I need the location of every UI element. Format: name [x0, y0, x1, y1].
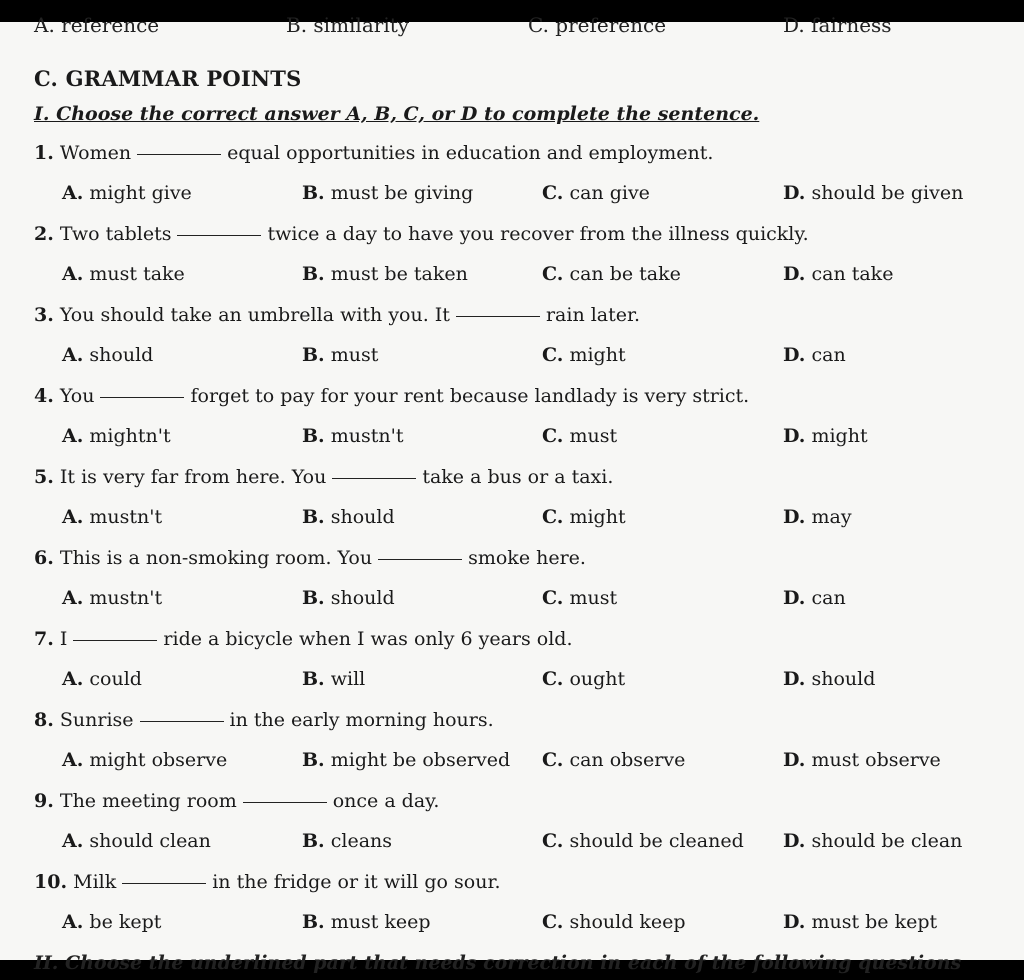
cutoff-option-d: D. fairness: [783, 13, 892, 37]
option-letter: D.: [783, 587, 806, 609]
question-6: [34, 547, 586, 569]
option-text: should be clean: [811, 830, 963, 852]
option-letter: C.: [542, 506, 564, 528]
option-letter: D.: [783, 263, 806, 285]
answer-blank: [100, 397, 184, 398]
question-3-option-a[interactable]: [62, 344, 153, 366]
option-text: might give: [89, 182, 192, 204]
answer-blank: [243, 802, 327, 803]
question-text-after: in the early morning hours.: [229, 709, 494, 731]
question-1-option-d[interactable]: [783, 182, 963, 204]
question-text-after: ride a bicycle when I was only 6 years old.: [163, 628, 573, 650]
option-letter: B.: [302, 749, 325, 771]
answer-blank: [332, 478, 416, 479]
question-3-option-d[interactable]: [783, 344, 846, 366]
question-5-option-c[interactable]: [542, 506, 626, 528]
question-number: 10.: [34, 871, 68, 893]
question-9-option-d[interactable]: [783, 830, 962, 852]
question-4-option-d[interactable]: [783, 425, 868, 447]
option-text: can be take: [569, 263, 681, 285]
option-text: ought: [569, 668, 626, 690]
option-letter: C.: [542, 344, 564, 366]
option-text: mustn't: [89, 587, 163, 609]
option-text: mustn't: [330, 425, 404, 447]
question-10-option-c[interactable]: [542, 911, 686, 933]
option-text: must take: [89, 263, 185, 285]
option-text: might: [811, 425, 868, 447]
question-6-option-d[interactable]: [783, 587, 846, 609]
option-text: can give: [569, 182, 650, 204]
question-1-option-c[interactable]: [542, 182, 650, 204]
option-text: may: [811, 506, 852, 528]
question-5-option-d[interactable]: [783, 506, 852, 528]
next-section-title: II. Choose the underlined part that needs correction in each of the following questions: [34, 952, 962, 974]
question-number: 4.: [34, 385, 54, 407]
worksheet-page: [0, 13, 1024, 974]
option-letter: B.: [302, 182, 325, 204]
option-letter: B.: [302, 344, 325, 366]
option-letter: C.: [542, 182, 564, 204]
question-text-after: smoke here.: [468, 547, 586, 569]
option-text: must be kept: [811, 911, 938, 933]
question-2-option-b[interactable]: [302, 263, 468, 285]
question-3-option-b[interactable]: [302, 344, 378, 366]
question-text-before: You: [59, 385, 95, 407]
option-letter: B.: [302, 668, 325, 690]
question-8: [34, 709, 494, 731]
question-text-before: Two tablets: [59, 223, 172, 245]
option-text: should: [330, 587, 395, 609]
option-text: might observe: [89, 749, 228, 771]
option-letter: A.: [62, 182, 84, 204]
answer-blank: [456, 316, 540, 317]
question-text-after: once a day.: [332, 790, 440, 812]
option-letter: D.: [783, 344, 806, 366]
option-text: should be given: [811, 182, 964, 204]
answer-blank: [378, 559, 462, 560]
question-2-option-d[interactable]: [783, 263, 893, 285]
option-text: might: [569, 344, 626, 366]
option-text: must: [330, 344, 379, 366]
option-letter: D.: [783, 182, 806, 204]
question-2-option-c[interactable]: [542, 263, 681, 285]
question-4-option-c[interactable]: [542, 425, 617, 447]
option-letter: B.: [302, 506, 325, 528]
question-3-option-c[interactable]: [542, 344, 626, 366]
question-1-option-a[interactable]: [62, 182, 192, 204]
option-letter: A.: [62, 911, 84, 933]
question-text-after: forget to pay for your rent because landlady is very strict.: [190, 385, 750, 407]
question-number: 1.: [34, 142, 54, 164]
option-letter: B.: [302, 911, 325, 933]
option-letter: A.: [62, 668, 84, 690]
question-text-after: take a bus or a taxi.: [422, 466, 614, 488]
option-letter: C.: [542, 263, 564, 285]
option-text: must be taken: [330, 263, 468, 285]
option-text: can observe: [569, 749, 686, 771]
answer-blank: [177, 235, 261, 236]
option-letter: A.: [62, 587, 84, 609]
option-text: can: [811, 587, 846, 609]
question-text-after: rain later.: [545, 304, 641, 326]
option-text: can take: [811, 263, 894, 285]
option-letter: D.: [783, 668, 806, 690]
option-letter: C.: [542, 911, 564, 933]
question-9-option-a[interactable]: [62, 830, 211, 852]
option-text: must: [569, 587, 618, 609]
question-7: [34, 628, 573, 650]
question-10: [34, 871, 501, 893]
option-letter: A.: [62, 263, 84, 285]
question-text-before: It is very far from here. You: [59, 466, 327, 488]
question-4: [34, 385, 749, 407]
option-letter: B.: [302, 830, 325, 852]
option-letter: C.: [542, 749, 564, 771]
option-text: must: [569, 425, 618, 447]
option-letter: A.: [62, 425, 84, 447]
question-8-option-b[interactable]: [302, 749, 510, 771]
option-letter: B.: [302, 425, 325, 447]
instruction: I. Choose the correct answer A, B, C, or D to complete the sentence.: [34, 103, 760, 125]
option-letter: C.: [542, 425, 564, 447]
question-number: 6.: [34, 547, 54, 569]
question-6-option-a[interactable]: [62, 587, 162, 609]
option-text: mustn't: [89, 506, 163, 528]
option-letter: C.: [542, 830, 564, 852]
option-text: could: [89, 668, 142, 690]
answer-blank: [122, 883, 206, 884]
question-number: 3.: [34, 304, 54, 326]
option-text: might: [569, 506, 626, 528]
option-text: should clean: [89, 830, 211, 852]
question-2: [34, 223, 809, 245]
question-4-option-a[interactable]: [62, 425, 171, 447]
question-5-option-a[interactable]: [62, 506, 162, 528]
option-letter: D.: [783, 911, 806, 933]
question-text-before: This is a non-smoking room. You: [59, 547, 373, 569]
option-text: be kept: [89, 911, 162, 933]
answer-blank: [140, 721, 224, 722]
question-number: 5.: [34, 466, 54, 488]
cutoff-option-a: A. reference: [34, 13, 160, 37]
answer-blank: [137, 154, 221, 155]
option-letter: C.: [542, 668, 564, 690]
question-10-option-a[interactable]: [62, 911, 161, 933]
option-text: mightn't: [89, 425, 171, 447]
question-text-before: Milk: [73, 871, 117, 893]
question-7-option-d[interactable]: [783, 668, 875, 690]
question-7-option-c[interactable]: [542, 668, 625, 690]
question-number: 2.: [34, 223, 54, 245]
option-letter: A.: [62, 506, 84, 528]
question-8-option-a[interactable]: [62, 749, 227, 771]
previous-options-cutoff: [0, 13, 1024, 38]
question-7-option-b[interactable]: [302, 668, 365, 690]
option-text: might be observed: [330, 749, 511, 771]
question-8-option-c[interactable]: [542, 749, 685, 771]
question-number: 7.: [34, 628, 54, 650]
option-letter: D.: [783, 506, 806, 528]
question-text-after: twice a day to have you recover from the illness quickly.: [267, 223, 809, 245]
option-text: can: [811, 344, 846, 366]
question-6-option-b[interactable]: [302, 587, 395, 609]
question-text-after: in the fridge or it will go sour.: [212, 871, 501, 893]
option-letter: D.: [783, 749, 806, 771]
option-text: should: [89, 344, 154, 366]
question-9: [34, 790, 439, 812]
question-number: 8.: [34, 709, 54, 731]
question-2-option-a[interactable]: [62, 263, 185, 285]
question-5: [34, 466, 613, 488]
question-text-before: The meeting room: [59, 790, 237, 812]
option-text: cleans: [330, 830, 393, 852]
cutoff-option-c: C. preference: [528, 13, 667, 37]
question-text-before: I: [59, 628, 68, 650]
question-6-option-c[interactable]: [542, 587, 617, 609]
option-text: must keep: [330, 911, 431, 933]
question-1-option-b[interactable]: [302, 182, 473, 204]
question-text-before: Women: [59, 142, 132, 164]
question-text-before: Sunrise: [59, 709, 134, 731]
question-1: [34, 142, 713, 164]
question-10-option-b[interactable]: [302, 911, 431, 933]
question-3: [34, 304, 640, 326]
cutoff-option-b: B. similarity: [286, 13, 410, 37]
option-text: must be giving: [330, 182, 474, 204]
option-letter: A.: [62, 749, 84, 771]
option-text: should be cleaned: [569, 830, 744, 852]
option-text: should: [330, 506, 395, 528]
option-text: should keep: [569, 911, 686, 933]
option-letter: A.: [62, 830, 84, 852]
option-letter: D.: [783, 830, 806, 852]
question-7-option-a[interactable]: [62, 668, 142, 690]
option-letter: B.: [302, 587, 325, 609]
section-title: C. GRAMMAR POINTS: [34, 66, 302, 91]
answer-blank: [73, 640, 157, 641]
question-8-option-d[interactable]: [783, 749, 941, 771]
question-4-option-b[interactable]: [302, 425, 403, 447]
question-9-option-b[interactable]: [302, 830, 392, 852]
option-text: must observe: [811, 749, 941, 771]
question-5-option-b[interactable]: [302, 506, 395, 528]
question-number: 9.: [34, 790, 54, 812]
option-text: should: [811, 668, 876, 690]
next-section-cutoff: [0, 952, 1024, 974]
question-text-after: equal opportunities in education and employment.: [227, 142, 714, 164]
question-text-before: You should take an umbrella with you. It: [59, 304, 450, 326]
option-letter: B.: [302, 263, 325, 285]
question-10-option-d[interactable]: [783, 911, 937, 933]
question-9-option-c[interactable]: [542, 830, 744, 852]
option-text: will: [330, 668, 366, 690]
option-letter: C.: [542, 587, 564, 609]
option-letter: D.: [783, 425, 806, 447]
option-letter: A.: [62, 344, 84, 366]
